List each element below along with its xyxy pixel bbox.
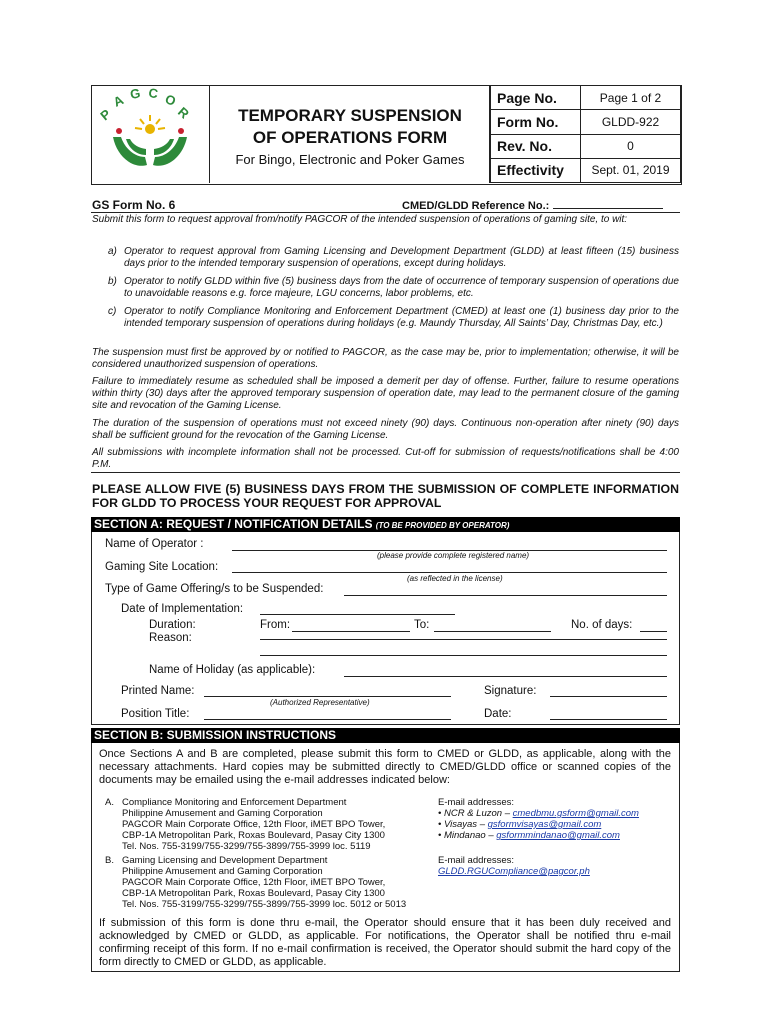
email-item	[438, 819, 639, 830]
office-line: Tel. Nos. 755-3199/755-3299/755-3899/755-3999 loc. 5012 or 5013	[122, 899, 407, 910]
condition-text: Operator to request approval from Gaming Licensing and Development Department (GLDD) at least fifteen (15) business days prior to the intended temporary suspension of operations, except during holidays.	[124, 246, 679, 269]
condition-marker: b)	[108, 276, 117, 287]
site-note: (as reflected in the license)	[407, 574, 503, 583]
intro-text: Submit this form to request approval from/notify PAGCOR of the intended suspension of operations of gaming site, to wit:	[92, 214, 628, 225]
logo-letter: R	[174, 104, 193, 122]
bullet-icon: •	[438, 830, 444, 841]
section-b-intro: Once Sections A and B are completed, please submit this form to CMED or GLDD, as applicable, along with the necessary attachments. Hard copies may be submitted directly to CMED/GLDD office or scanned copies of the documents may be emailed using the e-mail addresses indicated below:	[99, 748, 671, 786]
logo-letter: C	[147, 85, 159, 102]
logo-letter: G	[128, 85, 142, 102]
to-label: To:	[414, 619, 430, 631]
gs-form-number: GS Form No. 6	[92, 198, 176, 212]
game-type-label: Type of Game Offering/s to be Suspended:	[105, 583, 324, 595]
from-input[interactable]	[292, 631, 410, 632]
meta-label: Rev. No.	[491, 134, 581, 158]
reason-input[interactable]	[260, 655, 667, 656]
printed-name-note: (Authorized Representative)	[270, 698, 370, 707]
duration-label: Duration:	[149, 619, 196, 631]
office-cmed	[105, 797, 385, 852]
email-item	[438, 808, 639, 819]
pagcor-logo	[91, 85, 210, 183]
reason-input[interactable]	[260, 639, 667, 640]
condition-item	[108, 246, 679, 270]
rule-paragraph: The duration of the suspension of operations must not exceed ninety (90) days. Continuous non-operation after ninety (90) days shall be sufficient ground for the revocation of the Gaming License.	[92, 418, 679, 441]
rule-paragraph: All submissions with incomplete information shall not be processed. Cut-off for submission of requests/notifications shall be 4:00 P.M.	[92, 447, 679, 470]
office-line: Philippine Amusement and Gaming Corporation	[122, 866, 323, 877]
printed-name-input[interactable]	[204, 696, 451, 697]
office-marker: A.	[105, 797, 114, 808]
section-a-title: SECTION A: REQUEST / NOTIFICATION DETAILS	[94, 517, 373, 531]
bullet-icon: •	[438, 819, 444, 830]
meta-value: 0	[581, 134, 681, 158]
holiday-input[interactable]	[344, 676, 667, 677]
office-line: Philippine Amusement and Gaming Corporation	[122, 808, 323, 819]
condition-marker: c)	[108, 306, 117, 317]
divider	[91, 472, 680, 473]
to-input[interactable]	[434, 631, 551, 632]
position-label: Position Title:	[121, 708, 190, 720]
implementation-label: Date of Implementation:	[121, 603, 244, 615]
operator-note: (please provide complete registered name)	[377, 551, 530, 560]
printed-name-label: Printed Name:	[121, 685, 195, 697]
reference-input[interactable]	[553, 198, 663, 209]
office-line: PAGCOR Main Corporate Office, 12th Floor, iMET BPO Tower,	[122, 819, 386, 830]
email-region: Visayas –	[443, 819, 485, 830]
email-link[interactable]: cmedbmu.gsform@gmail.com	[512, 808, 639, 819]
holiday-label: Name of Holiday (as applicable):	[149, 664, 316, 676]
office-marker: B.	[105, 855, 114, 866]
condition-text: Operator to notify Compliance Monitoring and Enforcement Department (CMED) at least one (1) business day prior to the intended temporary suspension of operations during holidays (e.g. Maundy Thursday, All Saints’ Day, Christmas Day, etc.)	[124, 306, 679, 329]
closing-text: If submission of this form is done thru e-mail, the Operator should ensure that it has been duly received and acknowledged by CMED or GLDD, as applicable. For notifications, the Operator shall be notified thru e-mail confirming receipt of this form. If no e-mail confirmation is received, the Operator should submit the hard copy of the form directly to CMED or GLDD, as applicable.	[99, 917, 671, 968]
logo-letter: A	[110, 92, 126, 110]
from-label: From:	[260, 619, 291, 631]
game-type-input[interactable]	[344, 595, 667, 596]
operator-label: Name of Operator :	[105, 538, 204, 550]
divider	[91, 212, 680, 213]
processing-notice: PLEASE ALLOW FIVE (5) BUSINESS DAYS FROM THE SUBMISSION OF COMPLETE INFORMATION FOR GLDD TO PROCESS YOUR REQUEST FOR APPROVAL	[92, 482, 679, 510]
office-line: CBP-1A Metropolitan Park, Roxas Boulevard, Pasay City 1300	[122, 888, 385, 899]
email-item	[438, 830, 639, 841]
email-link[interactable]: gsformmindanao@gmail.com	[496, 830, 620, 841]
days-input[interactable]	[640, 631, 667, 632]
site-label: Gaming Site Location:	[105, 561, 219, 573]
days-label: No. of days:	[571, 619, 633, 631]
meta-label: Page No.	[491, 86, 581, 110]
site-input[interactable]	[232, 572, 667, 573]
email-label: E-mail addresses:	[438, 797, 515, 808]
office-gldd	[105, 855, 406, 910]
gldd-emails	[438, 855, 590, 877]
meta-label: Effectivity	[491, 158, 581, 182]
meta-value: GLDD-922	[581, 110, 681, 134]
email-link[interactable]: GLDD.RGUCompliance@pagcor.ph	[438, 866, 590, 877]
email-label: E-mail addresses:	[438, 855, 515, 866]
title-line-1: TEMPORARY SUSPENSION	[238, 106, 462, 125]
email-region: NCR & Luzon –	[443, 808, 510, 819]
office-line: Compliance Monitoring and Enforcement Department	[122, 797, 347, 808]
section-a-header	[91, 517, 680, 532]
bullet-icon: •	[438, 808, 444, 819]
condition-item	[108, 306, 679, 330]
position-input[interactable]	[204, 719, 451, 720]
form-subtitle: For Bingo, Electronic and Poker Games	[235, 152, 465, 167]
rule-paragraph: The suspension must first be approved by or notified to PAGCOR, as the case may be, prior to implementation; otherwise, it will be considered unauthorized suspension of operations.	[92, 347, 679, 370]
reference-number	[402, 198, 663, 212]
meta-label: Form No.	[491, 110, 581, 134]
condition-marker: a)	[108, 246, 117, 257]
date-input[interactable]	[550, 719, 667, 720]
meta-value: Page 1 of 2	[581, 86, 681, 110]
signature-input[interactable]	[550, 696, 667, 697]
email-region: Mindanao –	[443, 830, 494, 841]
rule-paragraph: Failure to immediately resume as scheduled shall be imposed a demerit per day of offense. Further, failure to resume operations within thirty (30) days after the approved temporary suspension of operation date, may lead to the permanent closure of the gaming site and revocation of the Gaming License.	[92, 376, 679, 411]
form-title	[210, 105, 490, 169]
email-link[interactable]: gsformvisayas@gmail.com	[487, 819, 602, 830]
logo-letter: O	[162, 91, 179, 109]
section-a-note: (TO BE PROVIDED BY OPERATOR)	[375, 521, 510, 530]
office-line: Tel. Nos. 755-3199/755-3299/755-3899/755-3999 loc. 5119	[122, 841, 371, 852]
cmed-emails	[438, 797, 639, 841]
meta-value: Sept. 01, 2019	[581, 158, 681, 182]
signature-label: Signature:	[484, 685, 537, 697]
reference-label: CMED/GLDD Reference No.:	[402, 200, 550, 212]
implementation-input[interactable]	[260, 614, 455, 615]
date-label: Date:	[484, 708, 512, 720]
condition-item	[108, 276, 679, 300]
office-line: Gaming Licensing and Development Department	[122, 855, 328, 866]
pagcor-logo-icon	[91, 85, 209, 183]
condition-text: Operator to notify GLDD within five (5) business days from the date of occurrence of temporary suspension of operations due to unavoidable reasons e.g. force majeure, LGU concerns, labor problems, etc.	[124, 276, 679, 299]
section-b-header	[91, 728, 680, 743]
section-b-title: SECTION B: SUBMISSION INSTRUCTIONS	[94, 728, 337, 742]
title-line-2: OF OPERATIONS FORM	[252, 128, 448, 147]
office-line: PAGCOR Main Corporate Office, 12th Floor, iMET BPO Tower,	[122, 877, 386, 888]
logo-letter: P	[97, 106, 114, 124]
reason-label: Reason:	[149, 632, 192, 644]
form-meta-table	[489, 85, 681, 183]
office-line: CBP-1A Metropolitan Park, Roxas Boulevard, Pasay City 1300	[122, 830, 385, 841]
